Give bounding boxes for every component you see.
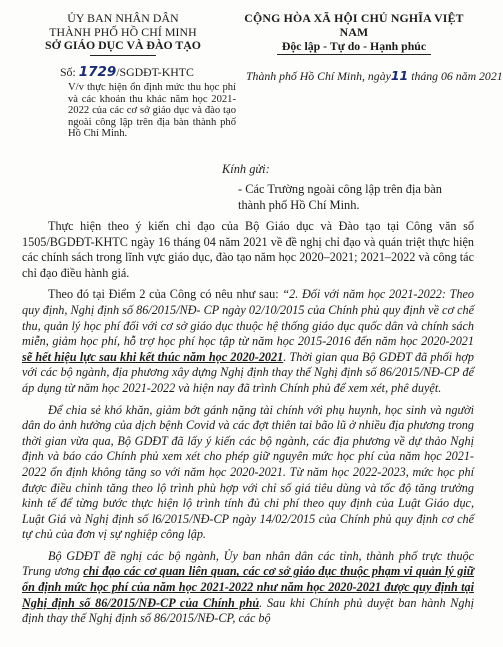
issuer-line-3: SỞ GIÁO DỤC VÀ ĐÀO TẠO (45, 38, 201, 52)
issuer-header (18, 12, 228, 56)
handwritten-day: 11 (390, 68, 409, 83)
national-motto: Độc lập - Tự do - Hạnh phúc (281, 39, 427, 53)
document-subject: V/v thực hiện ổn định mức thu học phí và các khoản thu khác năm học 2021-2022 của các cơ sở giáo dục và đào tạo ngoài công lập trên địa bàn thành phố Hồ Chí Minh. (68, 82, 236, 140)
paragraph-3: Để chia sẻ khó khăn, giảm bớt gánh nặng tài chính với phụ huynh, học sinh và người dân do ảnh hưởng của dịch bệnh Covid và các đợt thiên tai bão lũ ở nhiều địa phương trong thời gian vừa qua, Bộ GDĐT đã lấy ý kiến các bộ ngành, các địa phương về dự thảo Nghị định và báo cáo Chính phủ xem xét cho phép giữ nguyên mức học phí của năm học 2021-2022 ổn định không tăng so với năm học 2020-2021. Từ năm học 2022-2023, mức học phí được điều chỉnh tăng theo lộ trình phù hợp với chỉ số giá tiêu dùng và tốc độ tăng trưởng kinh tế để từng bước thực hiện lộ trình tính đủ chi phí theo quy định của Luật Giáo dục, Luật Giá và Nghị định số l6/2015/NĐ-CP ngày 14/02/2015 của Chính phủ quy định cơ chế tự chủ của đơn vị sự nghiệp công lập. (22, 402, 474, 542)
document-body (22, 219, 474, 633)
motto-underline (277, 54, 431, 55)
doc-number-prefix: Số: (60, 65, 76, 79)
paragraph-4-highlight: chỉ đạo các cơ quan liên quan, các cơ sở giáo dục thuộc phạm vi quản lý giữ ổn định mức học phí của năm học 2021-2022 như năm học 2020-2021 được quy định tại Nghị định số 86/2015/NĐ-CP của Chính phủ (22, 564, 475, 610)
paragraph-2 (22, 287, 474, 396)
paragraph-2-rest: . Thời gian qua Bộ GDĐT đã phối hợp với các bộ ngành, địa phương xây dựng Nghị định thay thế Nghị định số 86/2015/NĐ-CP để áp dụng từ năm học 2021-2022 và hiện nay đã trình Chính phủ để xem xét, phê duyệt. (22, 349, 475, 395)
date-line (246, 68, 503, 84)
issuer-line-1: ỦY BAN NHÂN DÂN (67, 11, 179, 25)
paragraph-4-lead: Bộ GDĐT đề nghị các bộ ngành, Ủy ban nhân dân các tỉnh, thành phố trực thuộc Trung ương (22, 548, 474, 579)
date-prefix: Thành phố Hồ Chí Minh, ngày (246, 69, 391, 83)
date-suffix: tháng 06 năm 2021 (411, 69, 503, 83)
paragraph-2-highlight: sẽ hết hiệu lực sau khi kết thúc năm học 2020-2021 (22, 349, 284, 364)
paragraph-1: Thực hiện theo ý kiến chỉ đạo của Bộ Giáo dục và Đào tạo tại Công văn số 1505/BGDĐT-KHTC ngày 16 tháng 04 năm 2021 về đề nghị chỉ đạo và quán triệt thực hiện các chính sách trong lĩnh vực giáo dục, đào tạo năm học 2020–2021; 2021–2022 và công tác chỉ đạo điều hành giá. (22, 219, 474, 280)
paragraph-2-lead: Theo đó tại Điểm 2 của Công có nêu như sau: (48, 287, 283, 302)
paragraph-4 (22, 549, 474, 627)
handwritten-number: 1729 (78, 64, 117, 80)
document-number (60, 64, 194, 80)
national-header (232, 12, 476, 55)
issuer-underline (90, 55, 156, 56)
greeting: Kính gửi: (222, 162, 270, 176)
paragraph-2-quote: “2. Đối với năm học 2021-2022: Theo quy định, Nghị định số 86/2015/NĐ- CP ngày 02/10/2015 của Chính phủ quy định về cơ chế thu, quản lý học phí đối với cơ sở giáo dục thuộc hệ thống giáo dục quốc dân và chính sách miễn, giảm học phí, hỗ trợ học phí học tập từ năm học 2015-2016 đến năm học 2020-2021 (22, 287, 475, 349)
doc-number-suffix: /SGDĐT-KHTC (116, 65, 194, 79)
recipient: - Các Trường ngoài công lập trên địa bàn thành phố Hồ Chí Minh. (238, 182, 442, 212)
paragraph-4-rest: . Sau khi Chính phủ duyệt ban hành Nghị định thay thế Nghị định số 86/2015/NĐ-CP, các bộ (22, 595, 474, 626)
national-title: CỘNG HÒA XÃ HỘI CHỦ NGHĨA VIỆT NAM (244, 11, 464, 39)
issuer-line-2: THÀNH PHỐ HỒ CHÍ MINH (49, 24, 197, 39)
